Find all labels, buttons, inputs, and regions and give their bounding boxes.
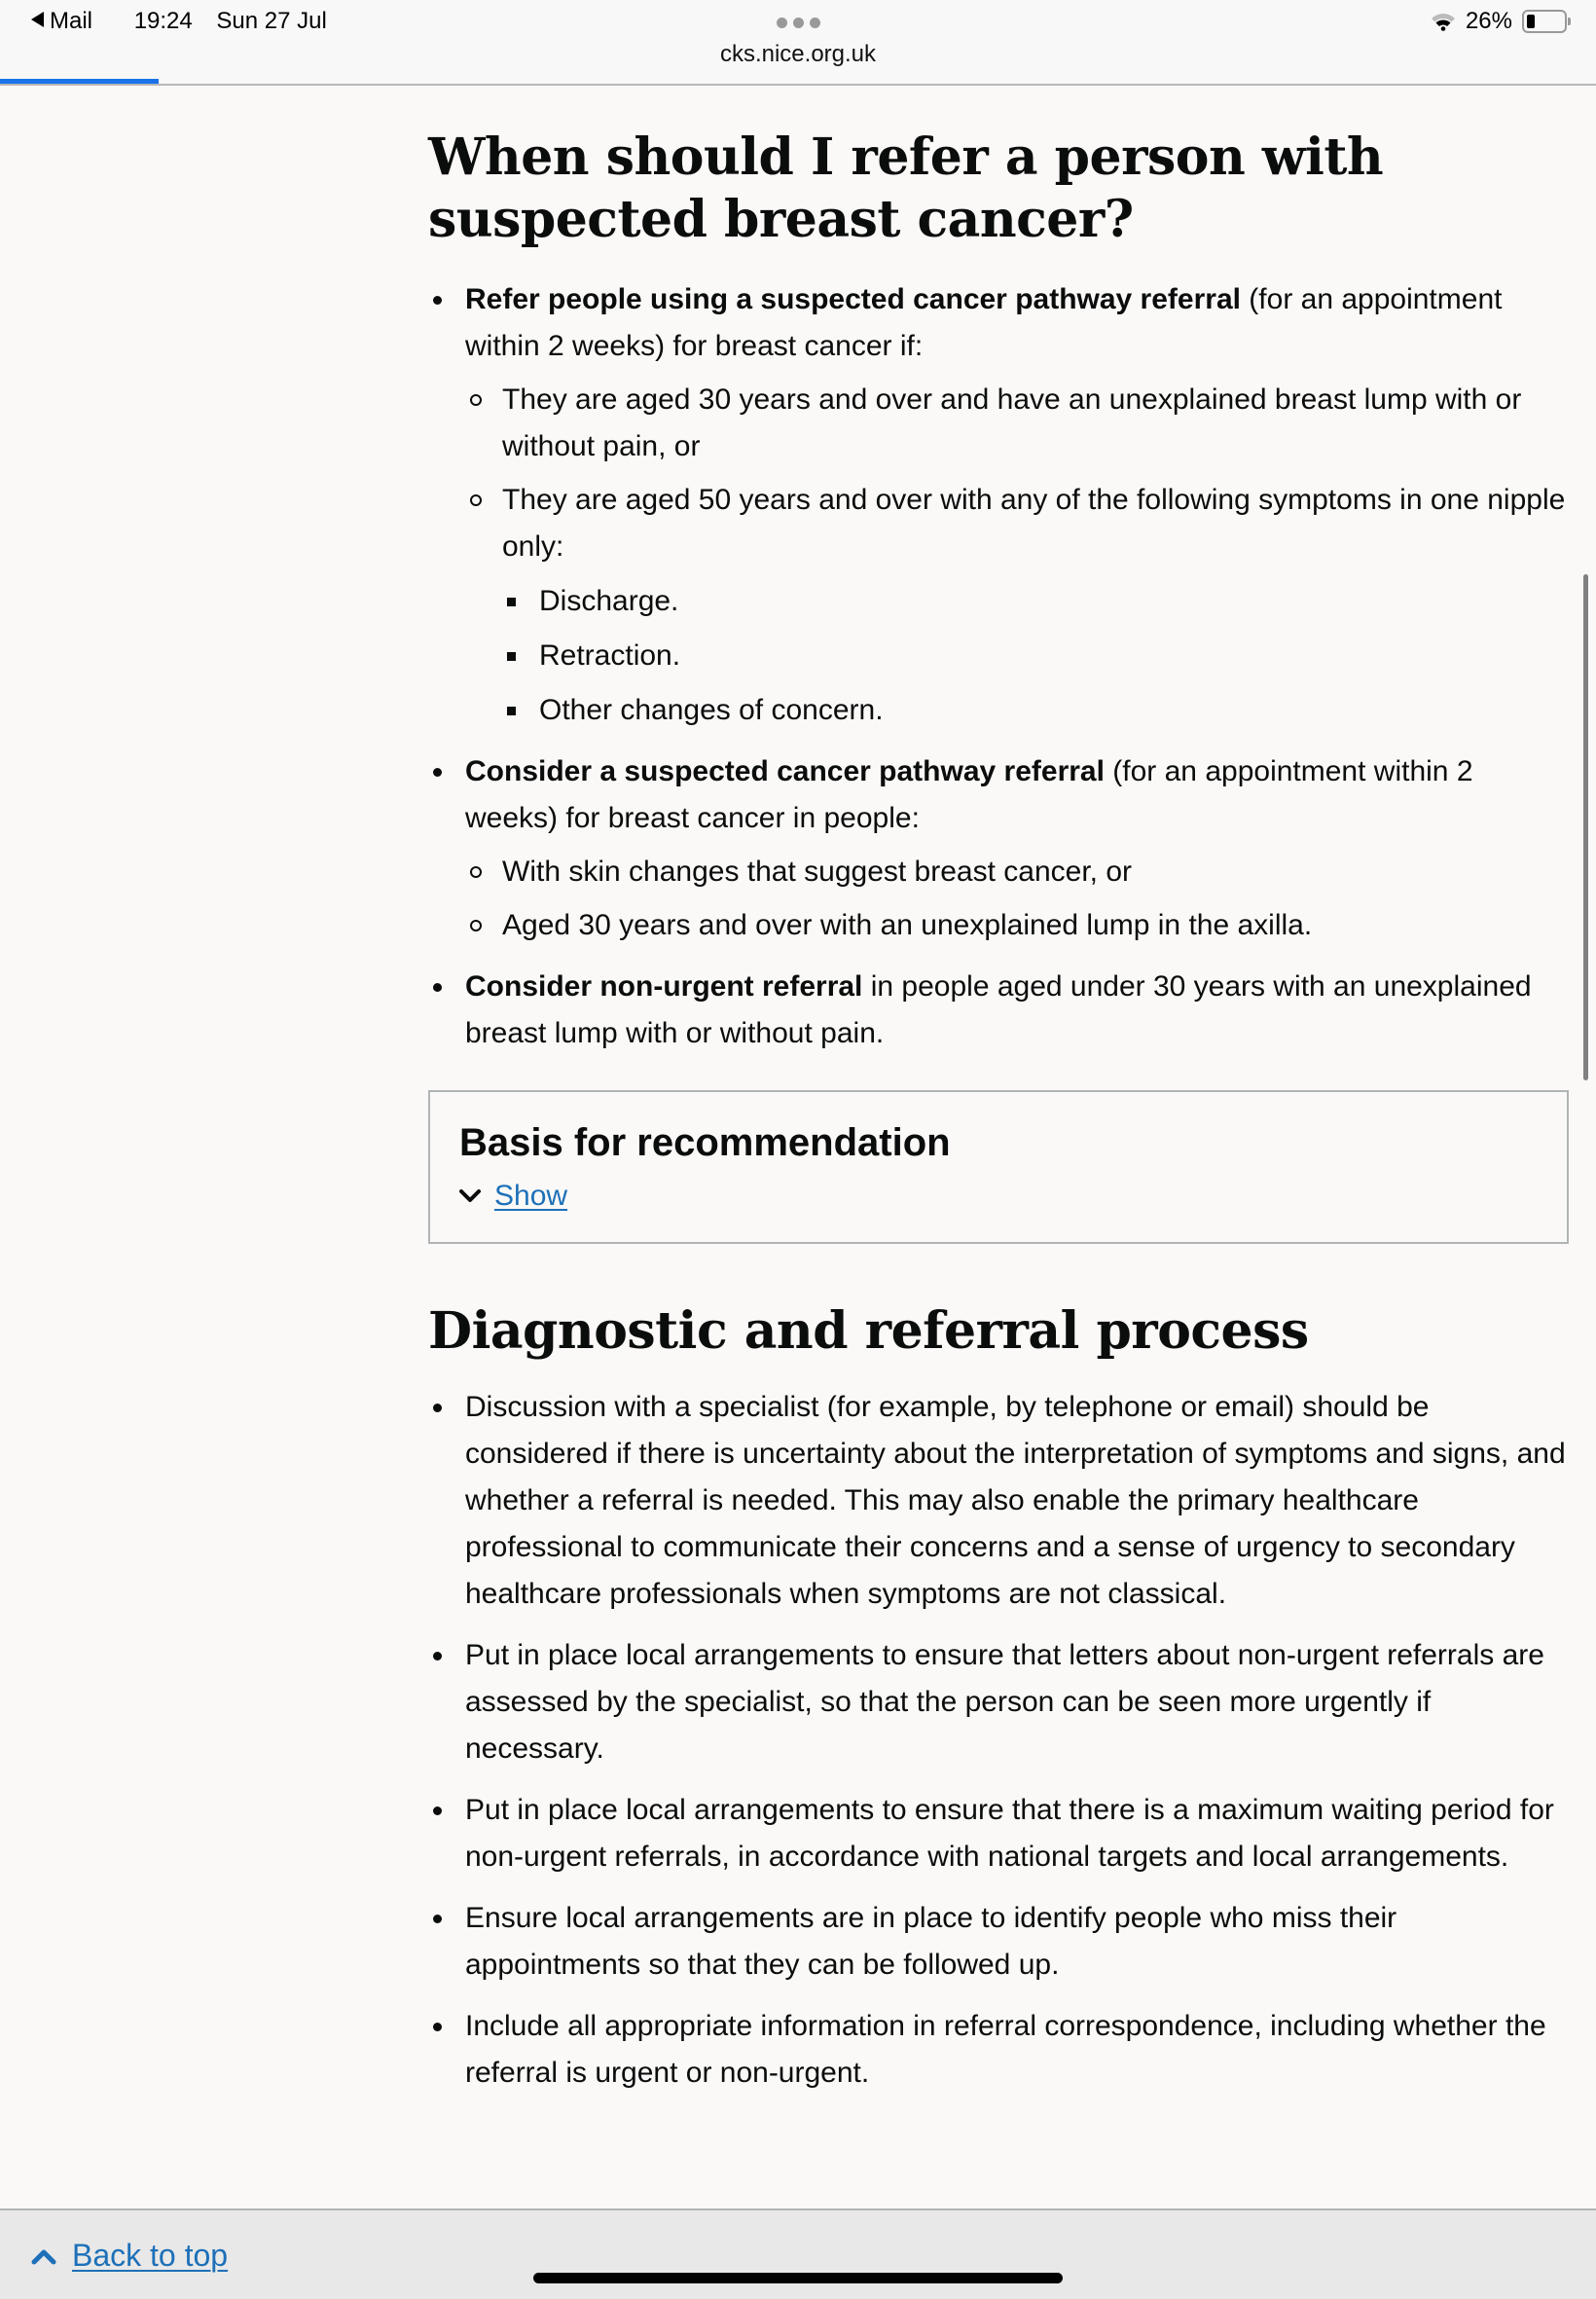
- section-heading-diagnostic: Diagnostic and referral process: [428, 1301, 1309, 1361]
- symptom-list: [502, 578, 1569, 734]
- item-bold-lead: Consider a suspected cancer pathway referral: [465, 755, 1105, 787]
- chevron-up-icon: [31, 2247, 56, 2265]
- status-right: [1431, 8, 1567, 35]
- vertical-scrollbar[interactable]: [1583, 574, 1588, 1080]
- item-bold-lead: Refer people using a suspected cancer pathway referral: [465, 283, 1241, 315]
- referral-criteria-list: [428, 276, 1569, 1057]
- battery-percent: 26%: [1465, 8, 1512, 34]
- back-to-app-button[interactable]: [31, 8, 110, 34]
- url-bar[interactable]: cks.nice.org.uk: [719, 41, 877, 67]
- sub-list-item: With skin changes that suggest breast cancer, or: [465, 849, 1569, 895]
- status-date: Sun 27 Jul: [216, 8, 327, 34]
- home-indicator[interactable]: [533, 2273, 1063, 2283]
- list-item: [428, 276, 1569, 734]
- symptom-item: Other changes of concern.: [502, 687, 1569, 734]
- status-time: 19:24: [133, 8, 193, 34]
- status-bar: [0, 0, 1596, 86]
- chevron-down-icon: [459, 1188, 481, 1204]
- symptom-item: Retraction.: [502, 633, 1569, 679]
- item-text: (for an appointment within 2 weeks) for breast cancer if:: [465, 283, 1503, 362]
- show-link[interactable]: Show: [494, 1180, 568, 1212]
- back-to-top-label[interactable]: Back to top: [72, 2238, 229, 2273]
- basis-for-recommendation-box: [428, 1090, 1569, 1244]
- sub-list-item: [465, 377, 1569, 470]
- list-item: Put in place local arrangements to ensure that letters about non-urgent referrals are assessed by the specialist, so that the person can be seen more urgently if necessary.: [428, 1632, 1569, 1772]
- back-triangle-icon: [31, 12, 44, 27]
- list-item: Discussion with a specialist (for example, by telephone or email) should be considered if there is uncertainty about the interpretation of symptoms and signs, and whether a referral is needed. This may also enable the primary healthcare professional to communicate their concerns and a sense of urgency to secondary healthcare professionals when symptoms are not classical.: [428, 1384, 1569, 1618]
- item-text: in people aged under 30 years with an unexplained breast lump with or without pain.: [465, 970, 1532, 1049]
- sub-item-text: They are aged 30 years and over and have an unexplained breast lump with or without pain, or: [502, 383, 1522, 462]
- section-heading-referral: When should I refer a person with suspected breast cancer?: [428, 128, 1384, 249]
- item-bold-lead: Consider non-urgent referral: [465, 970, 863, 1003]
- sub-list-item: Aged 30 years and over with an unexplained lump in the axilla.: [465, 902, 1569, 949]
- wifi-icon: [1431, 12, 1456, 31]
- list-item: Include all appropriate information in referral correspondence, including whether the referral is urgent or non-urgent.: [428, 2003, 1569, 2097]
- sub-item-text: They are aged 50 years and over with any of the following symptoms in one nipple only:: [502, 484, 1566, 563]
- status-left: [31, 8, 345, 35]
- page-load-progress-bar: [0, 79, 159, 84]
- sub-list-item: [465, 477, 1569, 734]
- battery-icon: [1522, 10, 1567, 33]
- list-item: Ensure local arrangements are in place to identify people who miss their appointments so that they can be followed up.: [428, 1895, 1569, 1989]
- show-toggle[interactable]: [459, 1180, 1538, 1213]
- back-to-top-link[interactable]: [31, 2238, 228, 2274]
- item-text: (for an appointment within 2 weeks) for breast cancer in people:: [465, 755, 1473, 834]
- sub-list: [465, 849, 1569, 949]
- multitasking-dots-icon[interactable]: [777, 18, 820, 28]
- bottom-bar: [0, 2208, 1596, 2299]
- list-item: [428, 964, 1569, 1057]
- basis-box-title: Basis for recommendation: [459, 1121, 951, 1164]
- back-app-label: Mail: [50, 8, 93, 34]
- main-content: [428, 127, 1569, 2097]
- sub-list: [465, 377, 1569, 734]
- list-item: Put in place local arrangements to ensure that there is a maximum waiting period for non-urgent referrals, in accordance with national targets and local arrangements.: [428, 1787, 1569, 1880]
- symptom-item: Discharge.: [502, 578, 1569, 625]
- diagnostic-process-list: [428, 1384, 1569, 2097]
- list-item: [428, 748, 1569, 949]
